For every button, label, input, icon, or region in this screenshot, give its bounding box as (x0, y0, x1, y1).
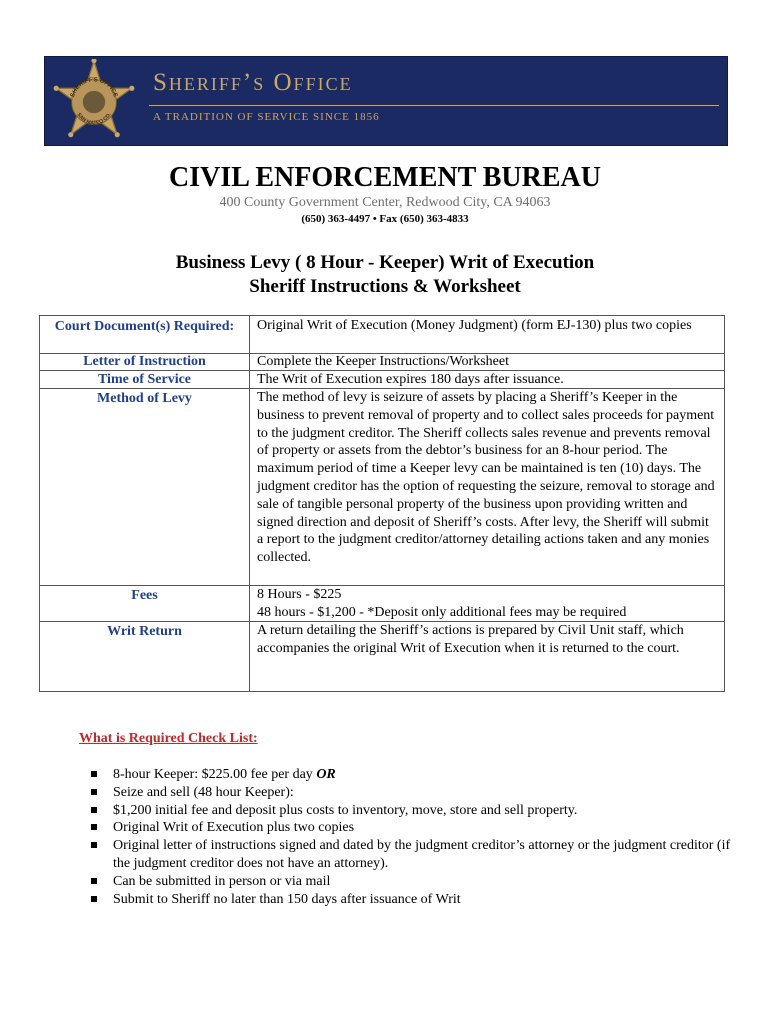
letter-of-instruction-label: Letter of Instruction (83, 354, 206, 369)
list-item-text: Submit to Sheriff no later than 150 days after issuance of Writ (113, 891, 461, 907)
bureau-heading: CIVIL ENFORCEMENT BUREAU (169, 162, 601, 193)
bullet-icon (91, 807, 97, 813)
list-item (91, 784, 731, 802)
bullet-icon (91, 878, 97, 884)
column-divider (249, 316, 250, 692)
method-of-levy-value: The method of levy is seizure of assets by placing a Sheriff’s Keeper in the business to prevent removal of property and to collect sales proceeds for payment to the judgment creditor. The Sheriff collects sales revenue and prevents removal of property or assets from the debtor’s business for an 8-hour period. The maximum period of time a Keeper levy can be maintained is ten (10) days. The judgment creditor has the option of requesting the seizure, removal to storage and sale of tangible personal property of the business upon providing written and signed direction and deposit of Sheriff’s costs. After levy, the Sheriff will submit a report to the judgment creditor/attorney detailing actions taken and any monies collected. (257, 390, 715, 566)
bureau-address: 400 County Government Center, Redwood City, CA 94063 (219, 195, 551, 210)
banner-rule (149, 105, 719, 106)
list-item-text: Original Writ of Execution plus two copies (113, 820, 355, 836)
list-item (91, 802, 731, 820)
checklist-title: What is Required Check List: (79, 731, 258, 746)
writ-return-value: A return detailing the Sheriff’s actions is prepared by Civil Unit staff, which accompanies the original Writ of Execution when it is returned to the court. (257, 623, 684, 656)
sheriff-star-badge-icon (51, 59, 137, 145)
list-item-text: Original letter of instructions signed and dated by the judgment creditor’s attorney or the judgment creditor (if the judgment creditor does not have an attorney). (113, 838, 731, 871)
list-item-text: $1,200 initial fee and deposit plus costs to inventory, move, store and sell property. (113, 802, 578, 818)
banner-title: Sheriff’s Office (153, 69, 353, 96)
banner-tagline: A TRADITION OF SERVICE SINCE 1856 (153, 111, 380, 123)
method-of-levy-label: Method of Levy (97, 391, 192, 406)
list-item-emphasis: OR (316, 767, 336, 782)
court-docs-label: Court Document(s) Required: (54, 319, 235, 334)
list-item (91, 766, 731, 784)
checklist (91, 766, 731, 908)
bullet-icon (91, 789, 97, 795)
list-item-text: Can be submitted in person or via mail (113, 873, 331, 889)
fees-line-1: 8 Hours - $225 (257, 587, 342, 602)
court-docs-value: Original Writ of Execution (Money Judgment) (form EJ-130) plus two copies (257, 318, 692, 333)
fees-value (257, 586, 717, 622)
document-title-line1: Business Levy ( 8 Hour - Keeper) Writ of Execution (175, 252, 595, 273)
instructions-table (39, 315, 725, 692)
letter-of-instruction-value: Complete the Keeper Instructions/Worksheet (257, 354, 509, 369)
badge-text-top: SHERIFF'S OFFICE (70, 77, 118, 98)
document-title (0, 251, 770, 299)
list-item (91, 819, 731, 837)
fees-line-2: 48 hours - $1,200 - *Deposit only additional fees may be required (257, 604, 627, 620)
bullet-icon (91, 842, 97, 848)
bureau-phone: (650) 363-4497 • Fax (650) 363-4833 (301, 213, 469, 225)
badge-text-bottom: SAN MATEO CO. (75, 111, 113, 127)
list-item (91, 873, 731, 891)
fees-label: Fees (131, 588, 158, 603)
time-of-service-value: The Writ of Execution expires 180 days after issuance. (257, 372, 564, 387)
list-item-text: 8-hour Keeper: $225.00 fee per day (113, 767, 317, 782)
bullet-icon (91, 824, 97, 830)
list-item-text: Seize and sell (48 hour Keeper): (113, 784, 294, 800)
sheriff-banner (44, 56, 728, 146)
bullet-icon (91, 771, 97, 777)
bullet-icon (91, 896, 97, 902)
writ-return-label: Writ Return (107, 624, 182, 639)
time-of-service-label: Time of Service (97, 372, 192, 387)
list-item (91, 891, 731, 909)
document-title-line2: Sheriff Instructions & Worksheet (249, 276, 521, 297)
list-item (91, 837, 731, 873)
